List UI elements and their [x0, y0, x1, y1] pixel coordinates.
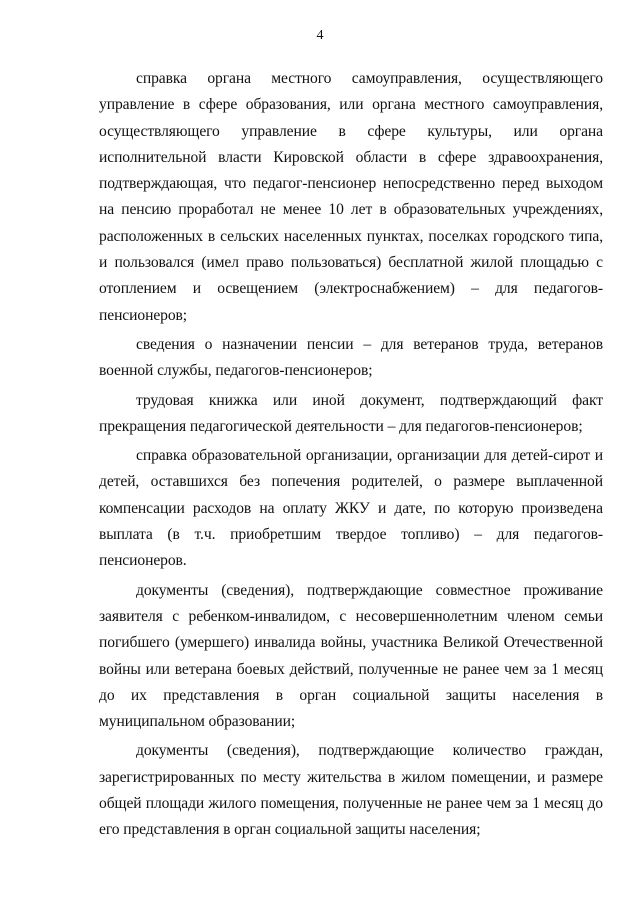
paragraph-local-government-certificate: справка органа местного самоуправления, осуществляющего управление в сфере образования, или органа местного самоуправления, осуществляющего управление в сфере культуры, или органа исполнительной власти Кировской области в сфере здравоохранения, подтверждающая, что педагог-пенсионер непосредственно перед выходом на пенсию проработал не менее 10 лет в образовательных учреждениях, расположенных в сельских населенных пунктах, поселках городского типа, и пользовался (имел право пользоваться) бесплатной жилой площадью с отоплением и освещением (электроснабжением) – для педагогов-пенсионеров;: [99, 70, 603, 324]
document-body: [99, 66, 603, 847]
page-number: 4: [316, 28, 324, 43]
paragraph-work-record: трудовая книжка или иной документ, подтверждающий факт прекращения педагогической деятельности – для педагогов-пенсионеров;: [99, 391, 603, 435]
paragraph-pension-info: сведения о назначении пенсии – для ветеранов труда, ветеранов военной службы, педагогов-пенсионеров;: [99, 335, 603, 380]
paragraph-registered-citizens-documents: документы (сведения), подтверждающие количество граждан, зарегистрированных по месту жительства в жилом помещении, и размере общей площади жилого помещения, полученные не ранее чем за 1 месяц до его представления в орган социальной защиты населения;: [99, 742, 603, 839]
paragraph-cohabitation-documents: документы (сведения), подтверждающие совместное проживание заявителя с ребенком-инвалидом, с несовершеннолетним членом семьи погибшего (умершего) инвалида войны, участника Великой Отечественной войны или ветерана боевых действий, полученные не ранее чем за 1 месяц до их представления в орган социальной защиты населения в муниципальном образовании;: [99, 581, 603, 731]
paragraph-educational-org-certificate: справка образовательной организации, организации для детей-сирот и детей, оставшихся без попечения родителей, о размере выплаченной компенсации расходов на оплату ЖКУ и дате, по которую произведена выплата (в т.ч. приобретшим твердое топливо) – для педагогов-пенсионеров.: [99, 447, 603, 570]
